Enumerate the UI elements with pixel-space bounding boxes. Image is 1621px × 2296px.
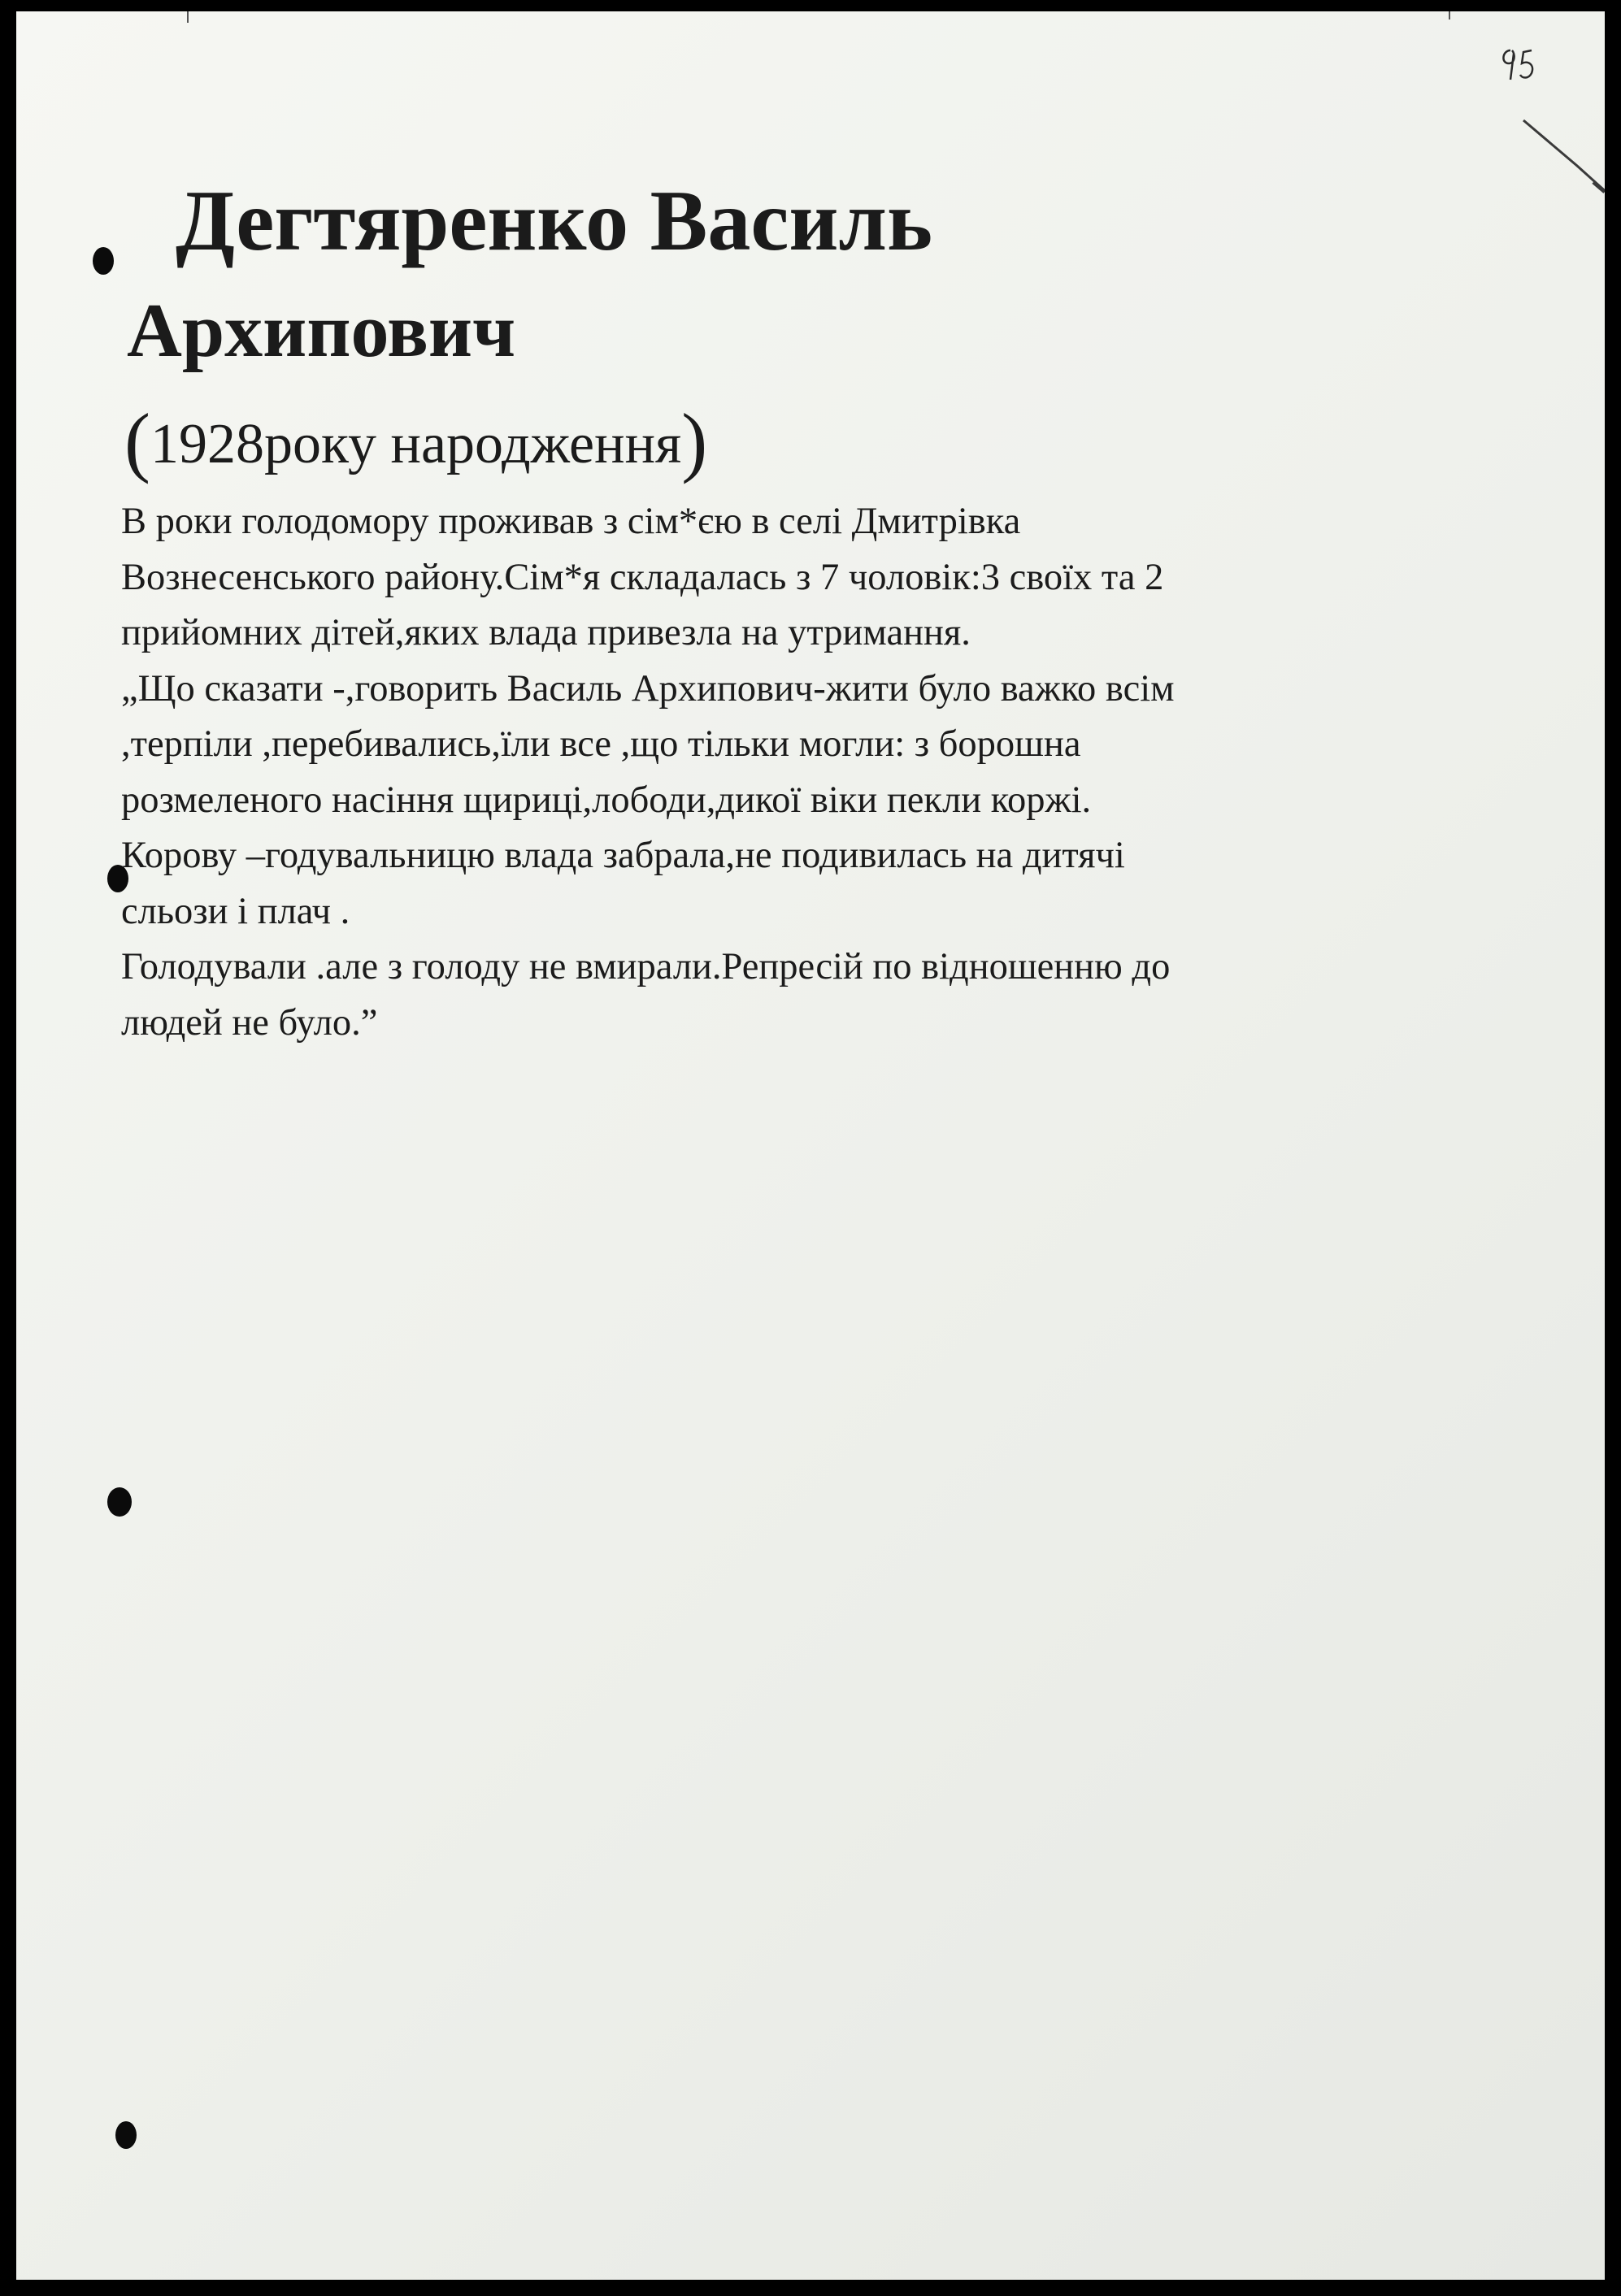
- body-line: Голодували .але з голоду не вмирали.Репресій по відношенню до: [121, 946, 1171, 987]
- body-line: Корову –годувальницю влада забрала,не подивилась на дитячі: [121, 835, 1125, 876]
- punch-hole: [93, 247, 114, 275]
- body-line: „Що сказати -,говорить Василь Архипович-жити було важко всім: [121, 667, 1175, 710]
- body-line: людей не було.”: [121, 1001, 378, 1044]
- body-line: ,терпіли ,перебивались,їли все ,що тільки могли: з борошна: [121, 723, 1081, 765]
- punch-hole: [115, 2121, 137, 2149]
- edge-tick-top-left: [187, 11, 189, 23]
- title-line-2: Архипович: [127, 289, 516, 373]
- punch-hole: [107, 1487, 132, 1517]
- testimony-body: [121, 494, 1175, 1051]
- subtitle-close-paren: ): [681, 397, 708, 484]
- body-line: сльози і плач .: [121, 890, 350, 932]
- body-line: розмеленого насіння щириці,лободи,дикої віки пекли коржі.: [121, 779, 1092, 821]
- handwritten-page-number: [1496, 44, 1545, 93]
- body-line: В роки голодомору проживав з сім*єю в селі Дмитрівка: [121, 501, 1021, 542]
- title-line-1: Дегтяренко Василь: [176, 173, 933, 268]
- edge-tick-top-right: [1449, 11, 1450, 20]
- body-line: Вознесенського району.Сім*я складалась з 7 чоловік:3 своїх та 2: [121, 556, 1164, 598]
- subtitle-text: 1928року народження: [150, 413, 682, 475]
- body-line: прийомних дітей,яких влада привезла на утримання.: [121, 612, 971, 653]
- subtitle-open-paren: (: [124, 397, 150, 484]
- birth-year-subtitle: [124, 397, 708, 484]
- document-page: [16, 11, 1605, 2280]
- margin-pencil-stroke: [1520, 117, 1605, 215]
